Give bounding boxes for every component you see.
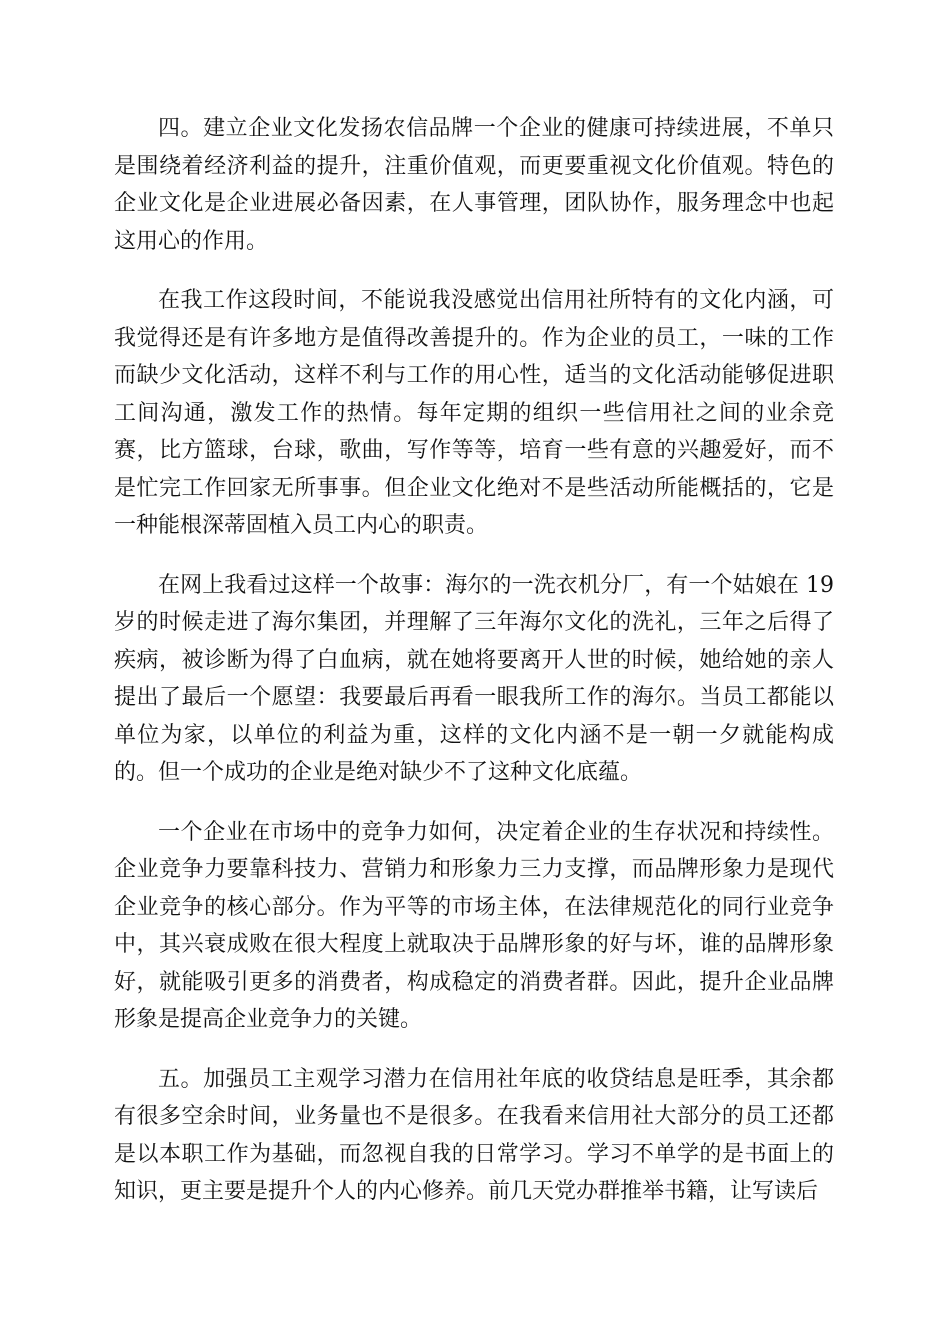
document-page — [114, 110, 834, 1233]
paragraph-section-four: 四。建立企业文化发扬农信品牌一个企业的健康可持续进展，不单只是围绕着经济利益的提升，注重价值观，而更要重视文化价值观。特色的企业文化是企业进展必备因素，在人事管理，团队协作，服务理念中也起这用心的作用。 — [114, 116, 834, 254]
paragraph-competitiveness: 一个企业在市场中的竞争力如何，决定着企业的生存状况和持续性。企业竞争力要靠科技力、营销力和形象力三力支撑，而品牌形象力是现代企业竞争的核心部分。作为平等的市场主体，在法律规范化的同行业竞争中，其兴衰成败在很大程度上就取决于品牌形象的好与坏，谁的品牌形象好，就能吸引更多的消费者，构成稳定的消费者群。因此，提升企业品牌形象是提高企业竞争力的关键。 — [114, 819, 834, 1032]
paragraph-section-five: 五。加强员工主观学习潜力在信用社年底的收贷结息是旺季，其余都有很多空余时间，业务量也不是很多。在我看来信用社大部分的员工还都是以本职工作为基础，而忽视自我的日常学习。学习不单学的是书面上的知识，更主要是提升个人的内心修养。前几天党办群推举书籍，让写读后 — [114, 1066, 834, 1204]
paragraph-haier-story: 在网上我看过这样一个故事：海尔的一洗衣机分厂，有一个姑娘在 19 岁的时候走进了海尔集团，并理解了三年海尔文化的洗礼，三年之后得了疾病，被诊断为得了白血病，就在她将要离开人世的时候，她给她的亲人提出了最后一个愿望：我要最后再看一眼我所工作的海尔。当员工都能以单位为家，以单位的利益为重，这样的文化内涵不是一朝一夕就能构成的。但一个成功的企业是绝对缺少不了这种文化底蕴。 — [114, 572, 834, 785]
paragraph-culture-activities: 在我工作这段时间，不能说我没感觉出信用社所特有的文化内涵，可我觉得还是有许多地方是值得改善提升的。作为企业的员工，一味的工作而缺少文化活动，这样不利与工作的用心性，适当的文化活动能够促进职工间沟通，激发工作的热情。每年定期的组织一些信用社之间的业余竞赛，比方篮球，台球，歌曲，写作等等，培育一些有意的兴趣爱好，而不是忙完工作回家无所事事。但企业文化绝对不是些活动所能概括的，它是一种能根深蒂固植入员工内心的职责。 — [114, 288, 834, 538]
